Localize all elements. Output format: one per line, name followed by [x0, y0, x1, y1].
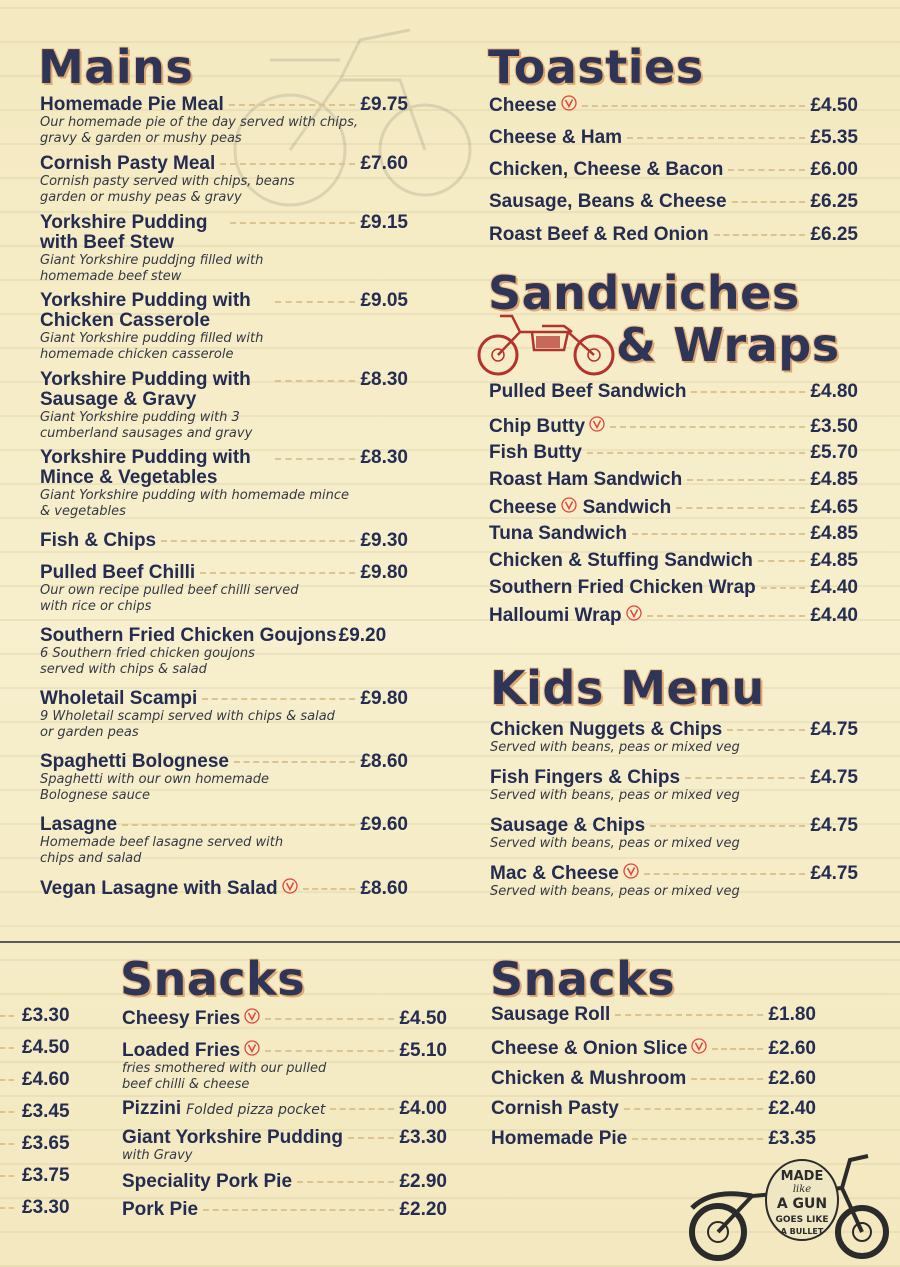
item-name: Lasagne [40, 814, 118, 835]
leader-dots [691, 391, 805, 393]
list-item [122, 1128, 447, 1164]
item-name: Yorkshire Pudding with Mince & Vegetables [40, 447, 251, 488]
leader-dots [676, 507, 805, 509]
item-description: Served with beans, peas or mixed veg [490, 740, 740, 755]
leader-dots [265, 1050, 394, 1052]
edge-price: £4.60 [0, 1070, 70, 1090]
item-name: Pulled Beef Chilli [40, 562, 196, 583]
item-price: £8.30 [360, 447, 408, 468]
list-item [491, 1005, 816, 1025]
leader-dots [348, 1137, 394, 1139]
edge-price: £4.50 [0, 1038, 70, 1058]
item-name: Tuna Sandwich [489, 523, 627, 544]
item-price: £4.75 [810, 767, 858, 788]
item-name: Yorkshire Pudding with Sausage & Gravy [40, 369, 251, 410]
item-name: Cheese [489, 95, 557, 116]
item-description: Giant Yorkshire pudding filled with homemade chicken casserole [40, 331, 264, 362]
list-item [489, 443, 858, 463]
item-name: Fish & Chips [40, 530, 157, 551]
item-name: Pulled Beef Sandwich [489, 381, 687, 402]
item-description: 6 Southern fried chicken goujons served with chips & salad [40, 646, 255, 677]
edge-price: £3.30 [0, 1198, 70, 1218]
vegan-v-icon [282, 878, 298, 894]
item-name: Sausage & Chips [490, 815, 646, 836]
item-price: £4.85 [810, 469, 858, 490]
item-price: £4.85 [810, 550, 858, 571]
badge-line-1: MADE [780, 1169, 824, 1184]
item-name: Sausage, Beans & Cheese [489, 191, 727, 212]
leader-dots [610, 426, 805, 428]
item-name: Chicken, Cheese & Bacon [489, 159, 724, 180]
item-price: £6.00 [810, 159, 858, 180]
item-description: Served with beans, peas or mixed veg [490, 884, 740, 899]
item-price: £9.05 [360, 290, 408, 311]
item-description: Cornish pasty served with chips, beans garden or mushy peas & gravy [40, 174, 295, 205]
item-price: £9.80 [360, 562, 408, 583]
item-price: £2.60 [768, 1038, 816, 1059]
list-item [40, 154, 408, 206]
item-description: fries smothered with our pulled beef chilli & cheese [122, 1061, 327, 1092]
item-name: Spaghetti Bolognese [40, 751, 229, 772]
leader-dots [234, 761, 355, 763]
item-name: Loaded Fries [122, 1040, 241, 1061]
leader-dots [203, 1209, 394, 1211]
vegan-v-icon [691, 1038, 707, 1054]
leader-dots [650, 825, 805, 827]
leader-dots [732, 201, 806, 203]
list-item [40, 563, 408, 615]
item-name: Southern Fried Chicken Goujons [40, 625, 337, 646]
leader-dots [615, 1014, 763, 1016]
item-description: Our own recipe pulled beef chilli served with rice or chips [40, 583, 299, 614]
kids-menu-heading: Kids Menu [490, 661, 765, 715]
item-name: Vegan Lasagne with Salad [40, 878, 278, 899]
item-name: Speciality Pork Pie [122, 1171, 293, 1192]
vegan-v-icon [626, 605, 642, 621]
item-price: £3.30 [399, 1127, 447, 1148]
leader-dots [161, 540, 355, 542]
list-item [489, 95, 858, 116]
vegan-v-icon [589, 416, 605, 432]
list-item [40, 626, 408, 678]
item-price: £9.75 [360, 94, 408, 115]
item-price: £2.90 [399, 1171, 447, 1192]
list-item [491, 1038, 816, 1059]
item-price: £6.25 [810, 224, 858, 245]
item-name: Homemade Pie [491, 1128, 628, 1149]
list-item [489, 160, 858, 180]
item-price: £8.30 [360, 369, 408, 390]
list-item [489, 578, 858, 598]
leader-dots [303, 888, 356, 890]
list-item [40, 213, 408, 285]
edge-price: £3.75 [0, 1166, 70, 1186]
list-item [489, 605, 858, 626]
list-item [40, 448, 408, 520]
item-price: £4.50 [399, 1008, 447, 1029]
item-price: £7.60 [360, 153, 408, 174]
item-name: Chicken Nuggets & Chips [490, 719, 723, 740]
item-description: Giant Yorkshire puddjng filled with homemade beef stew [40, 253, 264, 284]
item-price: £3.35 [768, 1128, 816, 1149]
list-item [489, 551, 858, 571]
item-price: £9.60 [360, 814, 408, 835]
badge-line-5: A BULLET [780, 1227, 824, 1236]
item-price: £4.40 [810, 605, 858, 626]
item-price: £3.50 [810, 416, 858, 437]
leader-dots [229, 104, 356, 106]
list-item [40, 531, 408, 551]
leader-dots [122, 824, 355, 826]
leader-dots [644, 873, 806, 875]
leader-dots [712, 1048, 763, 1050]
leader-dots [632, 1138, 763, 1140]
item-name: Giant Yorkshire Pudding [122, 1127, 343, 1148]
item-price: £1.80 [768, 1004, 816, 1025]
badge-line-2: like [792, 1184, 812, 1195]
item-description: Served with beans, peas or mixed veg [490, 836, 740, 851]
list-item [489, 382, 858, 402]
leader-dots [624, 1108, 764, 1110]
item-price: £6.25 [810, 191, 858, 212]
item-name: Fish Fingers & Chips [490, 767, 681, 788]
item-name-suffix: Sandwich [582, 497, 672, 518]
item-name: Chip Butty [489, 416, 586, 437]
edge-price: £3.45 [0, 1102, 70, 1122]
leader-dots [758, 560, 806, 562]
item-price: £4.75 [810, 863, 858, 884]
sandwiches-heading-line2: & Wraps [616, 318, 840, 372]
list-item [491, 1099, 816, 1119]
badge-line-3: A GUN [776, 1196, 828, 1212]
mains-heading: Mains [38, 40, 194, 94]
leader-dots [200, 572, 355, 574]
item-description: Homemade beef lasagne served with chips and salad [40, 835, 284, 866]
leader-dots [761, 587, 806, 589]
item-price: £9.80 [360, 688, 408, 709]
item-name: Southern Fried Chicken Wrap [489, 577, 756, 598]
leader-dots [275, 380, 355, 382]
item-name: Yorkshire Pudding with Chicken Casserole [40, 290, 251, 331]
item-price: £5.70 [810, 442, 858, 463]
item-price: £5.10 [399, 1040, 447, 1061]
list-item [40, 370, 408, 442]
item-description: Spaghetti with our own homemade Bolognese sauce [40, 772, 269, 803]
item-name: Cheese [489, 497, 557, 518]
item-name: Cheese & Ham [489, 127, 623, 148]
item-price: £4.85 [810, 523, 858, 544]
item-name: Yorkshire Pudding with Beef Stew [40, 212, 208, 253]
leader-dots [582, 105, 806, 107]
item-name: Wholetail Scampi [40, 688, 198, 709]
leader-dots [714, 234, 806, 236]
list-item [40, 291, 408, 363]
item-price: £4.75 [810, 815, 858, 836]
item-description: Our homemade pie of the day served with chips, gravy & garden or mushy peas [40, 115, 359, 146]
leader-dots [230, 222, 355, 224]
leader-dots [330, 1108, 394, 1110]
item-price: £4.65 [810, 497, 858, 518]
item-price: £4.40 [810, 577, 858, 598]
list-item [40, 878, 408, 899]
list-item [122, 1008, 447, 1029]
made-like-a-gun-badge [672, 1148, 898, 1264]
sandwiches-heading-line1: Sandwiches [488, 266, 800, 320]
item-description: with Gravy [122, 1148, 193, 1163]
leader-dots [265, 1018, 394, 1020]
leader-dots [220, 163, 355, 165]
item-name: Cornish Pasty [491, 1098, 619, 1119]
item-price: £8.60 [360, 751, 408, 772]
leader-dots [647, 615, 806, 617]
list-item [489, 524, 858, 544]
item-name: Chicken & Mushroom [491, 1068, 687, 1089]
leader-dots [727, 729, 805, 731]
list-item [40, 95, 408, 147]
leader-dots [275, 458, 355, 460]
snacks-heading-left: Snacks [120, 952, 306, 1006]
item-name: Cheesy Fries [122, 1008, 241, 1029]
list-item [489, 470, 858, 490]
snacks-heading-right: Snacks [490, 952, 676, 1006]
list-item [489, 416, 858, 437]
item-name: Fish Butty [489, 442, 582, 463]
leader-dots [632, 533, 806, 535]
vegan-v-icon [244, 1040, 260, 1056]
list-item [490, 863, 858, 900]
item-price: £2.20 [399, 1199, 447, 1220]
item-name: Roast Ham Sandwich [489, 469, 683, 490]
list-item [489, 497, 858, 518]
edge-price: £3.30 [0, 1006, 70, 1026]
list-item [122, 1040, 447, 1093]
vegan-v-icon [623, 863, 639, 879]
item-description: 9 Wholetail scampi served with chips & salad or garden peas [40, 709, 335, 740]
item-price: £4.80 [810, 381, 858, 402]
item-price: £8.60 [360, 878, 408, 899]
list-item [489, 192, 858, 212]
item-name: Chicken & Stuffing Sandwich [489, 550, 753, 571]
list-item [490, 768, 858, 804]
list-item [489, 128, 858, 148]
list-item [122, 1172, 447, 1192]
leader-dots [202, 698, 355, 700]
leader-dots [728, 169, 805, 171]
list-item [122, 1200, 447, 1220]
item-description: Giant Yorkshire pudding with 3 cumberland sausages and gravy [40, 410, 253, 441]
list-item [122, 1099, 447, 1119]
toasties-heading: Toasties [488, 40, 704, 94]
list-item [40, 689, 408, 741]
vegan-v-icon [561, 497, 577, 513]
item-price: £9.15 [360, 212, 408, 233]
list-item [489, 225, 858, 245]
item-price: £4.00 [399, 1098, 447, 1119]
item-price: £2.40 [768, 1098, 816, 1119]
leader-dots [275, 301, 355, 303]
item-price: £5.35 [810, 127, 858, 148]
list-item [490, 720, 858, 756]
vegan-v-icon [244, 1008, 260, 1024]
list-item [490, 816, 858, 852]
leader-dots [687, 479, 805, 481]
edge-price: £3.65 [0, 1134, 70, 1154]
page-fold-divider [0, 941, 900, 943]
item-name: Mac & Cheese [490, 863, 619, 884]
item-description: Served with beans, peas or mixed veg [490, 788, 740, 803]
item-name: Sausage Roll [491, 1004, 611, 1025]
leader-dots [627, 137, 805, 139]
item-name: Pork Pie [122, 1199, 199, 1220]
item-price: £4.50 [810, 95, 858, 116]
item-name: Halloumi Wrap [489, 605, 622, 626]
leader-dots [297, 1181, 394, 1183]
item-price: £9.20 [338, 625, 387, 646]
leader-dots [587, 452, 806, 454]
item-name: Pizzini [122, 1098, 182, 1119]
item-price: £9.30 [360, 530, 408, 551]
item-name: Cheese & Onion Slice [491, 1038, 688, 1059]
item-price: £2.60 [768, 1068, 816, 1089]
list-item [40, 752, 408, 804]
item-name: Homemade Pie Meal [40, 94, 224, 115]
list-item [40, 815, 408, 867]
item-description: Giant Yorkshire pudding with homemade mince & vegetables [40, 488, 350, 519]
item-price: £4.75 [810, 719, 858, 740]
leader-dots [685, 777, 805, 779]
item-inline-description: Folded pizza pocket [186, 1102, 326, 1118]
list-item [491, 1069, 816, 1089]
item-name: Cornish Pasty Meal [40, 153, 216, 174]
item-name: Roast Beef & Red Onion [489, 224, 709, 245]
badge-line-4: GOES LIKE [775, 1215, 829, 1225]
list-item [491, 1129, 816, 1149]
vegan-v-icon [561, 95, 577, 111]
motorbike-illustration [472, 310, 622, 378]
leader-dots [691, 1078, 763, 1080]
